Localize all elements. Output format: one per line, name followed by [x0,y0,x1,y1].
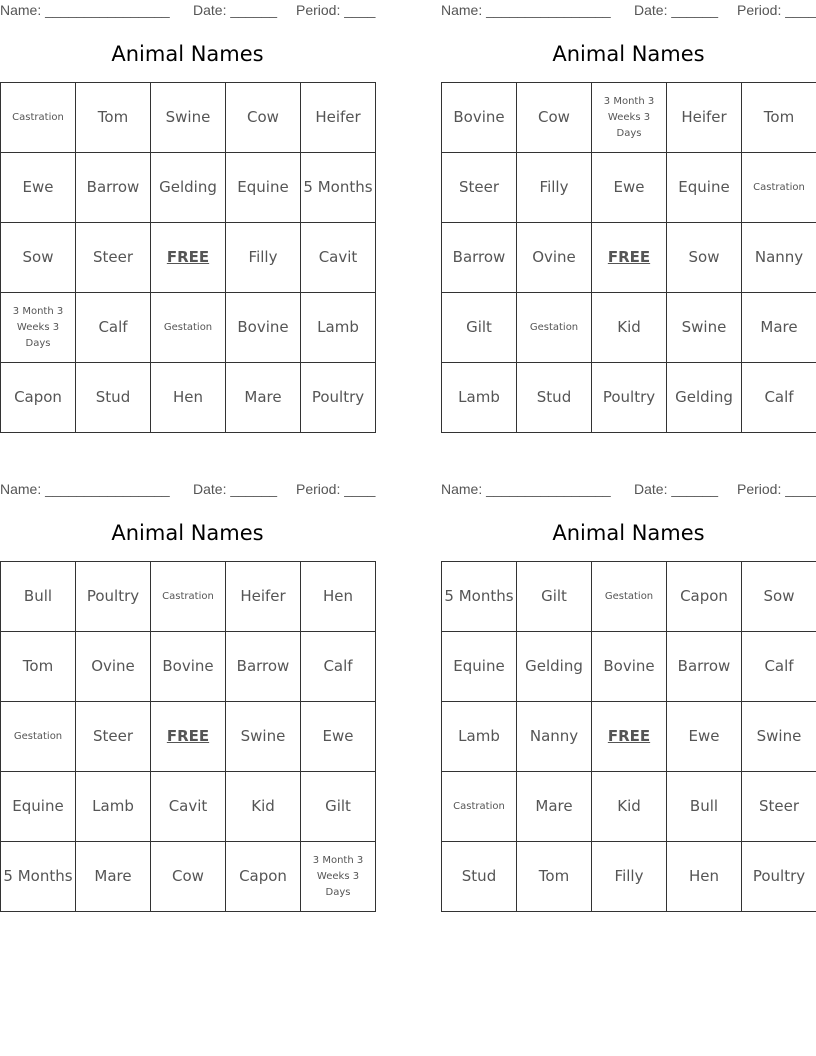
card-title: Animal Names [552,42,705,66]
bingo-cell: Equine [442,632,517,702]
bingo-cell: Mare [517,772,592,842]
bingo-cell: Bovine [442,83,517,153]
bingo-cell: Swine [226,702,301,772]
bingo-cell: Ewe [592,153,667,223]
bingo-cell: Gelding [667,363,742,433]
bingo-cell: Capon [667,562,742,632]
bingo-cell: Gelding [151,153,226,223]
bingo-cell: Capon [226,842,301,912]
card-header [0,2,375,20]
name-field-label: Name: ________________ [0,2,170,18]
bingo-cell: Lamb [442,363,517,433]
card-header [0,481,375,499]
bingo-cell: Cavit [301,223,376,293]
bingo-cell: Hen [667,842,742,912]
name-field-label: Name: ________________ [441,2,611,18]
date-field-label: Date: ______ [193,481,278,497]
bingo-cell: Kid [592,293,667,363]
bingo-cell: 5 Months [1,842,76,912]
bingo-cell: Steer [742,772,816,842]
bingo-cell: Steer [442,153,517,223]
bingo-cell: 5 Months [301,153,376,223]
card-title: Animal Names [111,42,264,66]
bingo-cell: Kid [592,772,667,842]
bingo-cell: Hen [151,363,226,433]
bingo-cell: Gilt [517,562,592,632]
bingo-cell: Cow [517,83,592,153]
period-field-label: Period: ____ [737,481,816,497]
card-header [441,481,816,499]
bingo-cell: Castration [442,772,517,842]
bingo-cell: Swine [667,293,742,363]
bingo-cell: Gestation [1,702,76,772]
date-field-label: Date: ______ [193,2,278,18]
bingo-cell: Nanny [742,223,816,293]
bingo-cell: Poultry [301,363,376,433]
name-field-label: Name: ________________ [0,481,170,497]
bingo-cell: Equine [667,153,742,223]
bingo-card-3 [0,479,375,911]
bingo-cell: Cow [151,842,226,912]
bingo-cell: Stud [442,842,517,912]
bingo-cell: Stud [76,363,151,433]
bingo-cell: 5 Months [442,562,517,632]
bingo-cell: Filly [517,153,592,223]
bingo-cell: Stud [517,363,592,433]
bingo-grid [441,82,816,433]
bingo-cell: Heifer [667,83,742,153]
bingo-cell: 3 Month 3 Weeks 3 Days [592,83,667,153]
name-field-label: Name: ________________ [441,481,611,497]
card-title: Animal Names [111,521,264,545]
bingo-cell: Ovine [76,632,151,702]
bingo-cell: Castration [742,153,816,223]
free-space-cell: FREE [592,223,667,293]
bingo-card-4 [441,479,816,911]
period-field-label: Period: ____ [296,481,376,497]
bingo-cell: Mare [226,363,301,433]
bingo-cell: Capon [1,363,76,433]
free-space-cell: FREE [151,223,226,293]
bingo-cell: Tom [742,83,816,153]
period-field-label: Period: ____ [737,2,816,18]
free-space-cell: FREE [592,702,667,772]
bingo-cell: Tom [1,632,76,702]
bingo-cell: Hen [301,562,376,632]
bingo-cell: Bull [1,562,76,632]
bingo-cell: Swine [742,702,816,772]
bingo-cell: Poultry [592,363,667,433]
bingo-cell: Tom [76,83,151,153]
period-field-label: Period: ____ [296,2,376,18]
bingo-cell: Castration [151,562,226,632]
bingo-cell: Cow [226,83,301,153]
bingo-cell: Ovine [517,223,592,293]
date-field-label: Date: ______ [634,481,719,497]
bingo-cell: Barrow [442,223,517,293]
bingo-cell: 3 Month 3 Weeks 3 Days [301,842,376,912]
free-space-cell: FREE [151,702,226,772]
bingo-cell: Gilt [301,772,376,842]
bingo-cell: Bull [667,772,742,842]
bingo-cell: Lamb [76,772,151,842]
bingo-cell: Lamb [301,293,376,363]
bingo-cell: Heifer [226,562,301,632]
bingo-cell: Steer [76,223,151,293]
bingo-cell: 3 Month 3 Weeks 3 Days [1,293,76,363]
bingo-cell: Nanny [517,702,592,772]
bingo-cell: Barrow [226,632,301,702]
card-header [441,2,816,20]
bingo-cell: Calf [301,632,376,702]
bingo-cell: Gestation [592,562,667,632]
bingo-cell: Equine [1,772,76,842]
bingo-cell: Barrow [76,153,151,223]
bingo-cell: Gestation [151,293,226,363]
bingo-cell: Ewe [301,702,376,772]
bingo-cell: Bovine [151,632,226,702]
bingo-card-1 [0,0,375,432]
bingo-cell: Poultry [742,842,816,912]
bingo-cell: Poultry [76,562,151,632]
bingo-cell: Mare [76,842,151,912]
bingo-cell: Bovine [592,632,667,702]
bingo-cell: Equine [226,153,301,223]
date-field-label: Date: ______ [634,2,719,18]
bingo-cell: Calf [76,293,151,363]
bingo-cell: Barrow [667,632,742,702]
bingo-cell: Calf [742,363,816,433]
bingo-grid [0,561,376,912]
bingo-grid [0,82,376,433]
bingo-cell: Steer [76,702,151,772]
bingo-cell: Gilt [442,293,517,363]
bingo-cell: Bovine [226,293,301,363]
bingo-cell: Cavit [151,772,226,842]
bingo-grid [441,561,816,912]
bingo-cell: Swine [151,83,226,153]
card-title: Animal Names [552,521,705,545]
bingo-cell: Calf [742,632,816,702]
bingo-cell: Sow [742,562,816,632]
bingo-cell: Castration [1,83,76,153]
bingo-cell: Filly [226,223,301,293]
bingo-cell: Ewe [667,702,742,772]
bingo-card-2 [441,0,816,432]
bingo-cell: Lamb [442,702,517,772]
bingo-cell: Gelding [517,632,592,702]
bingo-cell: Sow [1,223,76,293]
bingo-cell: Mare [742,293,816,363]
bingo-cell: Gestation [517,293,592,363]
bingo-cell: Sow [667,223,742,293]
bingo-cell: Ewe [1,153,76,223]
bingo-cell: Heifer [301,83,376,153]
bingo-cell: Tom [517,842,592,912]
bingo-cell: Filly [592,842,667,912]
bingo-cell: Kid [226,772,301,842]
